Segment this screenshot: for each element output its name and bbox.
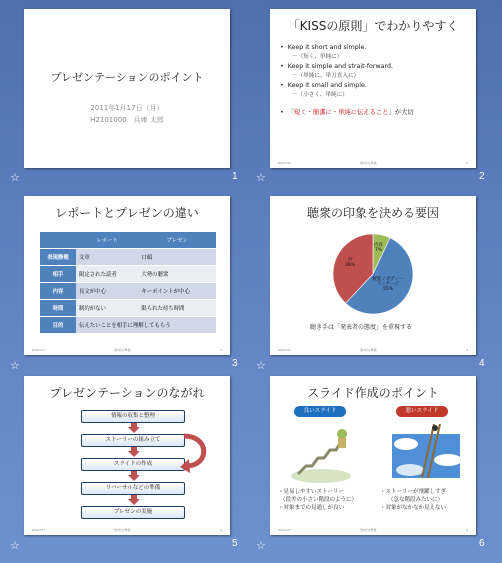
slide-3-number: 3 <box>232 358 238 369</box>
table-row <box>40 249 216 266</box>
footer-center: 第3回の準備 <box>114 348 131 352</box>
loop-back-arrow-icon <box>180 432 220 478</box>
table-row <box>40 283 216 300</box>
slide-1-transition-icon[interactable]: ☆ <box>10 171 20 184</box>
pie-chart <box>270 222 476 332</box>
table-row <box>40 266 216 283</box>
slide-3-title: レポートとプレゼンの違い <box>55 206 199 220</box>
table-cell: 長文が中心 <box>76 283 138 300</box>
bad-note-3: ・対象がなかなか見えない <box>380 505 447 511</box>
slide-5-title: プレゼンテーションのながれ <box>49 386 205 400</box>
slide-2-number: 2 <box>479 171 485 182</box>
footer-center: 第5回の準備 <box>114 528 131 532</box>
row-header: 目的 <box>40 317 76 334</box>
footer-page: 6 <box>466 528 468 532</box>
pie-slice-name-label: ランゲージ <box>376 282 400 288</box>
row-header: 時間 <box>40 300 76 317</box>
footer-page: 2 <box>466 161 468 165</box>
footer-date: 2011/1/17 <box>32 528 46 532</box>
pie-slice-name-label: 声 <box>347 257 353 263</box>
table-row <box>40 300 216 317</box>
slide-4-caption: 聴き手は「発表者の態度」を重視する <box>310 324 413 331</box>
footer-page: 4 <box>466 348 468 352</box>
bad-note-1: ・ストーリーが飛躍しすぎ <box>380 489 447 495</box>
bullet: • Keep it small and simple. <box>280 81 472 91</box>
slide-4-transition-icon[interactable]: ☆ <box>256 359 266 372</box>
emphasis-bullet <box>280 108 472 118</box>
flow-arrow-head <box>128 475 140 481</box>
flow-step-1: 情報の収集と整理 <box>81 410 185 423</box>
steep-ladder-illustration-icon <box>388 420 464 482</box>
flow-arrow-head <box>128 499 140 505</box>
sub-bullet: －（小さく、単純に） <box>292 91 348 98</box>
bad-slide-label: 悪いスライド <box>396 406 448 417</box>
slide-4-thumbnail[interactable] <box>270 196 476 355</box>
footer-page: 5 <box>220 528 222 532</box>
pie-slice-value-label: 55% <box>382 287 393 293</box>
table-header: プレゼン <box>138 232 216 249</box>
table-cell: 限られた持ち時間 <box>138 300 216 317</box>
footer-date: 2011/1/17 <box>278 528 292 532</box>
row-header: 内容 <box>40 283 76 300</box>
flow-arrow-head <box>128 427 140 433</box>
table-header: レポート <box>76 232 138 249</box>
flow-step-5: プレゼンの実施 <box>81 506 185 519</box>
footer-center: 第6回の準備 <box>360 528 377 532</box>
good-slide-label: 良いスライド <box>294 406 346 417</box>
table-cell: 文章 <box>76 249 138 266</box>
slide-2-bullet-list <box>280 43 472 118</box>
comparison-table <box>40 232 216 334</box>
sub-bullet: －（単純に、単刀直入に） <box>292 72 360 79</box>
pie-slice-name-label: 視覚ノボディー <box>372 277 404 283</box>
bullet: • Keep it simple and strait-forward. <box>280 62 472 72</box>
slide-6-thumbnail[interactable] <box>270 376 476 535</box>
slide-6-title: スライド作成のポイント <box>307 386 439 400</box>
slide-4-title: 聴衆の印象を決める要因 <box>306 206 439 220</box>
slide-3-transition-icon[interactable]: ☆ <box>10 359 20 372</box>
table-cell: 限定された読者 <box>76 266 138 283</box>
row-header: 相手 <box>40 266 76 283</box>
footer-date: 2011/1/17 <box>278 348 292 352</box>
slide-2-title: 「KISSの原則」でわかりやすく <box>287 19 459 33</box>
slide-3-thumbnail[interactable] <box>24 196 230 355</box>
bad-note-2: （急な階段みたいに） <box>388 497 444 503</box>
slide-2-thumbnail[interactable] <box>270 9 476 168</box>
emphasis-red-text: 短く・簡潔に・単純に伝えること <box>294 109 389 116</box>
slide-1-title: プレゼンテーションのポイント <box>50 71 204 84</box>
emphasis-prefix: 「 <box>287 109 295 116</box>
slide-5-thumbnail[interactable] <box>24 376 230 535</box>
pie-slice-name-label: 内容 <box>373 242 383 248</box>
slide-2-transition-icon[interactable]: ☆ <box>256 171 266 184</box>
slide-1-author: H2101000 兵庫 太郎 <box>90 116 164 124</box>
good-note-3: ・対象までの見通しが良い <box>278 505 345 511</box>
slide-6-transition-icon[interactable]: ☆ <box>256 539 266 552</box>
table-cell: 大勢の聴衆 <box>138 266 216 283</box>
flow-step-4: リハーサルなどの準備 <box>81 482 185 495</box>
slide-1-number: 1 <box>232 171 238 182</box>
footer-center: 第4回の準備 <box>360 348 377 352</box>
good-note-1: ・見易しやすいストーリー <box>278 489 345 495</box>
pie-slice-value-label: 38% <box>344 262 355 268</box>
table-cell: キーポイントが中心 <box>138 283 216 300</box>
table-cell: 伝えたいことを相手に理解してもらう <box>76 317 216 334</box>
table-cell: 制約がない <box>76 300 138 317</box>
table-cell: 口頭 <box>138 249 216 266</box>
pie-slice-value-label: 7% <box>374 247 382 253</box>
flow-step-3: スライドの作成 <box>81 458 185 471</box>
footer-page: 3 <box>220 348 222 352</box>
row-header: 表現静態 <box>40 249 76 266</box>
slide-1-date: 2011年1月17日（月） <box>90 104 164 112</box>
emphasis-suffix: 」が大切 <box>388 109 414 116</box>
slide-1-thumbnail[interactable] <box>24 9 230 168</box>
footer-date: 2011/1/17 <box>32 348 46 352</box>
bullet: • Keep it short and simple. <box>280 43 472 53</box>
slide-5-transition-icon[interactable]: ☆ <box>10 539 20 552</box>
gentle-stairs-illustration-icon <box>286 422 356 484</box>
table-row <box>40 317 216 334</box>
flow-step-2: ストーリーの組み立て <box>81 434 185 447</box>
flow-arrow-head <box>128 451 140 457</box>
slide-5-number: 5 <box>232 538 238 549</box>
slide-4-number: 4 <box>479 358 485 369</box>
footer-date: 2011/1/17 <box>278 161 292 165</box>
table-header <box>40 232 76 249</box>
footer-center: 第2回の準備 <box>360 161 377 165</box>
sub-bullet: －（短く、単純に） <box>292 53 343 60</box>
slide-6-number: 6 <box>479 538 485 549</box>
good-note-2: （段差の小さい階段のように） <box>280 497 358 503</box>
